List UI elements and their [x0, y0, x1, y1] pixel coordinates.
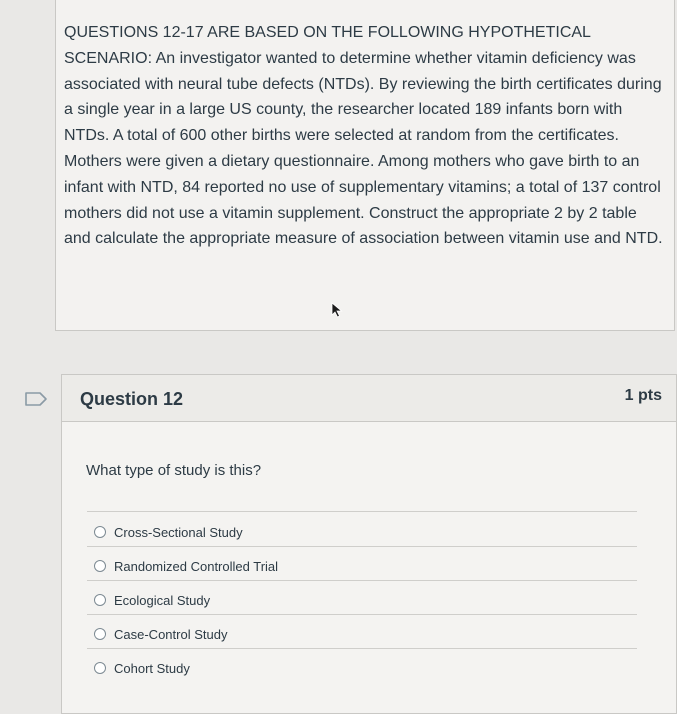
answer-label: Cross-Sectional Study — [114, 524, 243, 540]
scenario-text: QUESTIONS 12-17 ARE BASED ON THE FOLLOWING HYPOTHETICAL SCENARIO: An investigator wanted to determine whether vitamin deficiency was associated with neural tube defects (NTDs). By reviewing the birth certificates during a single year in a large US county, the researcher located 189 infants born with NTDs. A total of 600 other births were selected at random from the certificates. Mothers were given a dietary questionnaire. Among mothers who gave birth to an infant with NTD, 84 reported no use of supplementary vitamins; a total of 137 control mothers did not use a vitamin supplement. Construct the appropriate 2 by 2 table and calculate the appropriate measure of association between vitamin use and NTD. — [64, 24, 663, 248]
answer-option[interactable] — [94, 590, 210, 610]
answer-divider — [87, 648, 637, 649]
answer-option[interactable] — [94, 522, 243, 542]
answer-option[interactable] — [94, 556, 278, 576]
radio-button[interactable] — [94, 662, 106, 674]
question-header — [62, 375, 676, 422]
scenario-box — [55, 0, 675, 331]
radio-button[interactable] — [94, 560, 106, 572]
answer-divider — [87, 546, 637, 547]
bookmark-flag-icon[interactable] — [24, 391, 50, 407]
radio-button[interactable] — [94, 594, 106, 606]
radio-button[interactable] — [94, 628, 106, 640]
answer-label: Ecological Study — [114, 592, 211, 608]
mouse-pointer-icon — [331, 302, 343, 318]
answer-label: Cohort Study — [114, 660, 190, 676]
answer-label: Case-Control Study — [114, 626, 228, 642]
answer-divider — [87, 511, 637, 512]
answer-label: Randomized Controlled Trial — [114, 558, 279, 574]
answer-divider — [87, 580, 637, 581]
question-points: 1 pts — [624, 387, 662, 404]
answer-divider — [87, 614, 637, 615]
question-prompt: What type of study is this? — [86, 462, 262, 479]
question-card — [61, 374, 677, 714]
answer-option[interactable] — [94, 658, 190, 678]
radio-button[interactable] — [94, 526, 106, 538]
answer-option[interactable] — [94, 624, 227, 644]
question-title: Question 12 — [80, 389, 184, 409]
